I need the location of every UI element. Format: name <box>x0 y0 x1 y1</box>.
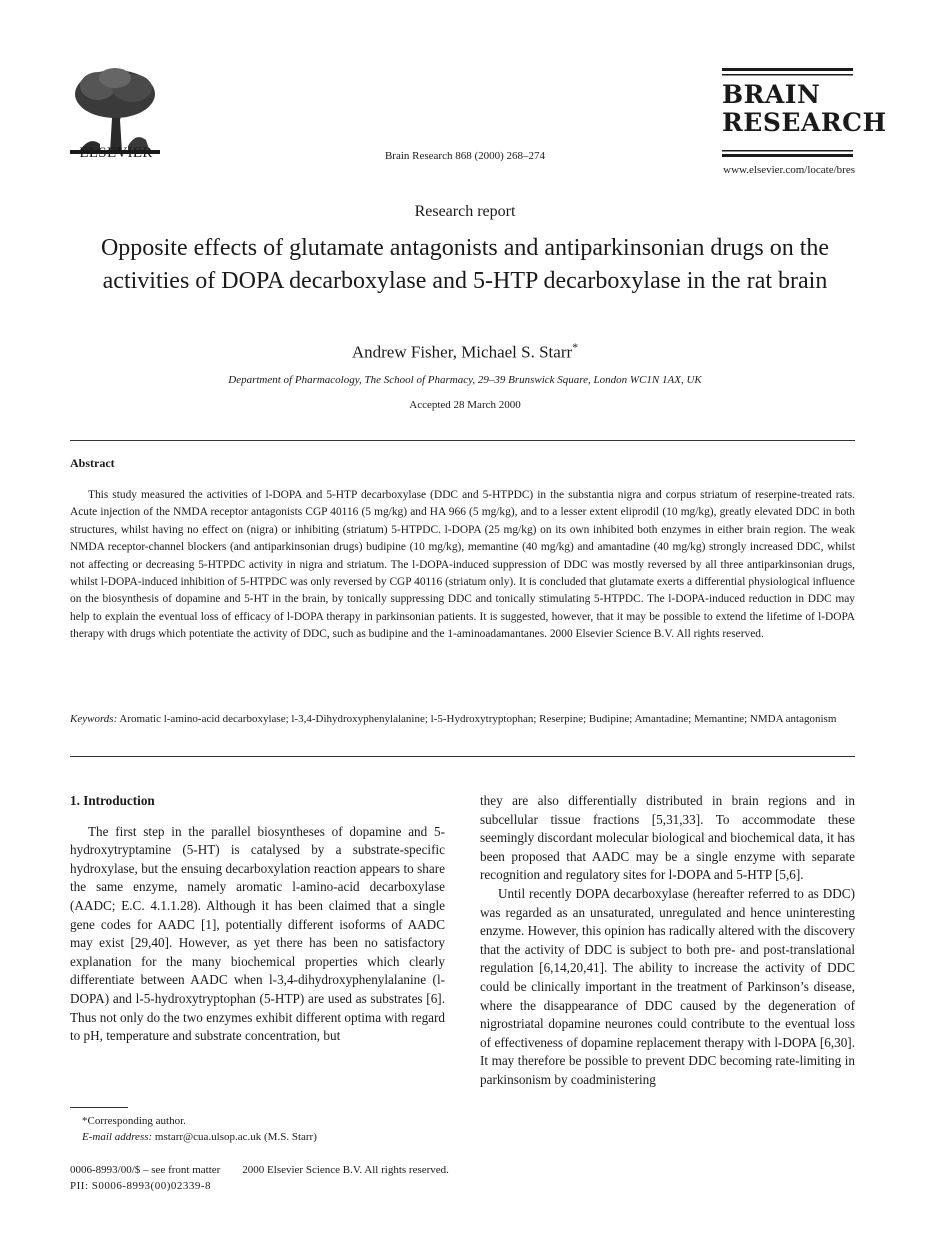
keywords-list: Aromatic l-amino-acid decarboxylase; l-3,4-Dihydroxyphenylalanine; l-5-Hydroxytryptophan; Reserpine; Budipine; Amantadine; Memantine; NMDA antagonism <box>119 713 837 725</box>
footnote-corresponding: *Corresponding author. <box>82 1115 186 1127</box>
email-address[interactable]: mstarr@cua.ulsop.ac.uk (M.S. Starr) <box>152 1131 317 1143</box>
divider-top <box>70 440 855 441</box>
divider-bottom <box>70 756 855 757</box>
author-names: Andrew Fisher, Michael S. Starr <box>351 342 573 362</box>
journal-brand-research: RESEARCH <box>722 108 887 137</box>
copyright-line: 0006-8993/00/$ – see front matter 2000 Elsevier Science B.V. All rights reserved. <box>70 1164 449 1176</box>
journal-citation: Brain Research 868 (2000) 268–274 <box>384 150 546 162</box>
brand-rule-bottom <box>722 150 853 162</box>
journal-url[interactable]: www.elsevier.com/locate/bres <box>723 164 855 176</box>
intro-heading: 1. Introduction <box>70 793 155 808</box>
column-right <box>480 792 855 1090</box>
brand-rule-top <box>722 68 853 80</box>
intro-paragraph-1-continued: they are also differentially distributed in brain regions and in subcellular tissue fractions [5,31,33]. To accommodate these seemingly discordant molecular biological and biochemical data, it has been proposed that AADC may be a single enzyme with separate recognition and regulatory sites for l-DOPA and 5-HTP [5,6]. <box>480 793 855 883</box>
publisher-name: ELSEVIER <box>79 145 153 161</box>
section-label: Research report <box>414 203 516 220</box>
journal-brand-brain: BRAIN <box>722 80 821 109</box>
author-line <box>0 340 930 363</box>
abstract-heading: Abstract <box>70 456 115 470</box>
article-title: Opposite effects of glutamate antagonists and antiparkinsonian drugs on the activities of DOPA decarboxylase and 5-HTP decarboxylase in the rat brain <box>100 235 830 294</box>
email-label: E-mail address: <box>82 1131 153 1143</box>
column-left <box>70 792 445 1046</box>
intro-paragraph-2: Until recently DOPA decarboxylase (hereafter referred to as DDC) was regarded as an unsaturated, unregulated and hence uninteresting enzyme. However, this opinion has radically altered with the discovery that the activity of DDC is subject to both pre- and post-translational regulation [6,14,20,41]. The ability to increase the activity of DDC could be clinically important in the treatment of Parkinson’s disease, where the disappearance of DDC caused by the degeneration of nigrostriatal dopamine neurones could contribute to the eventual loss of effectiveness of dopamine replacement therapy with l-DOPA [6,30]. It may therefore be possible to prevent DDC becoming rate-limiting in parkinsonism by coadministering <box>480 885 855 1087</box>
footnote-rule <box>70 1107 128 1108</box>
accepted-date: Accepted 28 March 2000 <box>409 399 521 411</box>
footnote-email <box>82 1131 317 1143</box>
pii-line: PII: S0006-8993(00)02339-8 <box>70 1180 212 1192</box>
keywords-label: Keywords: <box>70 713 118 725</box>
intro-paragraph-1: The first step in the parallel biosyntheses of dopamine and 5-hydroxytryptamine (5-HT) is catalysed by a substrate-specific hydroxylase, but the ensuing decarboxylation reaction appears to share the same enzyme, namely aromatic l-amino-acid decarboxylase (AADC; E.C. 4.1.1.28). Although it has been claimed that a single gene codes for AADC [1], potentially different isoforms of AADC may exist [29,40]. However, as yet there has been no satisfactory explanation for the many biochemical properties which clearly differentiate between AADC when l-3,4-dihydroxyphenylalanine (l-DOPA) and l-5-hydroxytryptophan (5-HTP) are used as substrates [6]. Thus not only do the two enzymes exhibit different optima with regard to pH, temperature and substrate concentration, but <box>70 823 445 1044</box>
affiliation: Department of Pharmacology, The School of Pharmacy, 29–39 Brunswick Square, London WC1N 1AX, UK <box>228 374 702 386</box>
abstract-text: This study measured the activities of l-DOPA and 5-HTP decarboxylase (DDC and 5-HTPDC) in the substantia nigra and corpus striatum of reserpine-treated rats. Acute injection of the NMDA receptor antagonists CGP 40116 (5 mg/kg) and HA 966 (5 mg/kg), and to a lesser extent eliprodil (10 mg/kg), greatly elevated DDC in both structures, whilst having no effect on (nigra) or inhibiting (striatum) 5-HTPDC. l-DOPA (25 mg/kg) on its own inhibited both enzymes in either brain region. The weak NMDA receptor-channel blockers (and antiparkinsonian drugs) budipine (10 mg/kg), memantine (40 mg/kg) and amantadine (40 mg/kg) strongly increased DDC, whilst not affecting or decreasing 5-HTPDC activity in nigra and striatum. The l-DOPA-induced suppression of DDC was mostly reversed by all three antiparkinsonian drugs, whilst l-DOPA-induced inhibition of 5-HTPDC was only reversed by CGP 40116 (striatum only). It is concluded that glutamate exerts a differential physiological influence on the biosynthesis of dopamine and 5-HT in the brain, by tonically suppressing DDC and tonically stimulating 5-HTPDC. The l-DOPA-induced reduction in DDC may help to explain the eventual loss of efficacy of l-DOPA therapy in parkinsonian patients. It is suggested, however, that it may be possible to extend the lifetime of l-DOPA therapy with drugs which potentiate the activity of DDC, such as budipine and the 1-aminoadamantanes. 2000 Elsevier Science B.V. All rights reserved. <box>70 489 855 641</box>
corresponding-author-mark[interactable]: * <box>572 340 579 354</box>
keywords <box>70 711 855 728</box>
elsevier-tree-logo <box>70 66 160 154</box>
